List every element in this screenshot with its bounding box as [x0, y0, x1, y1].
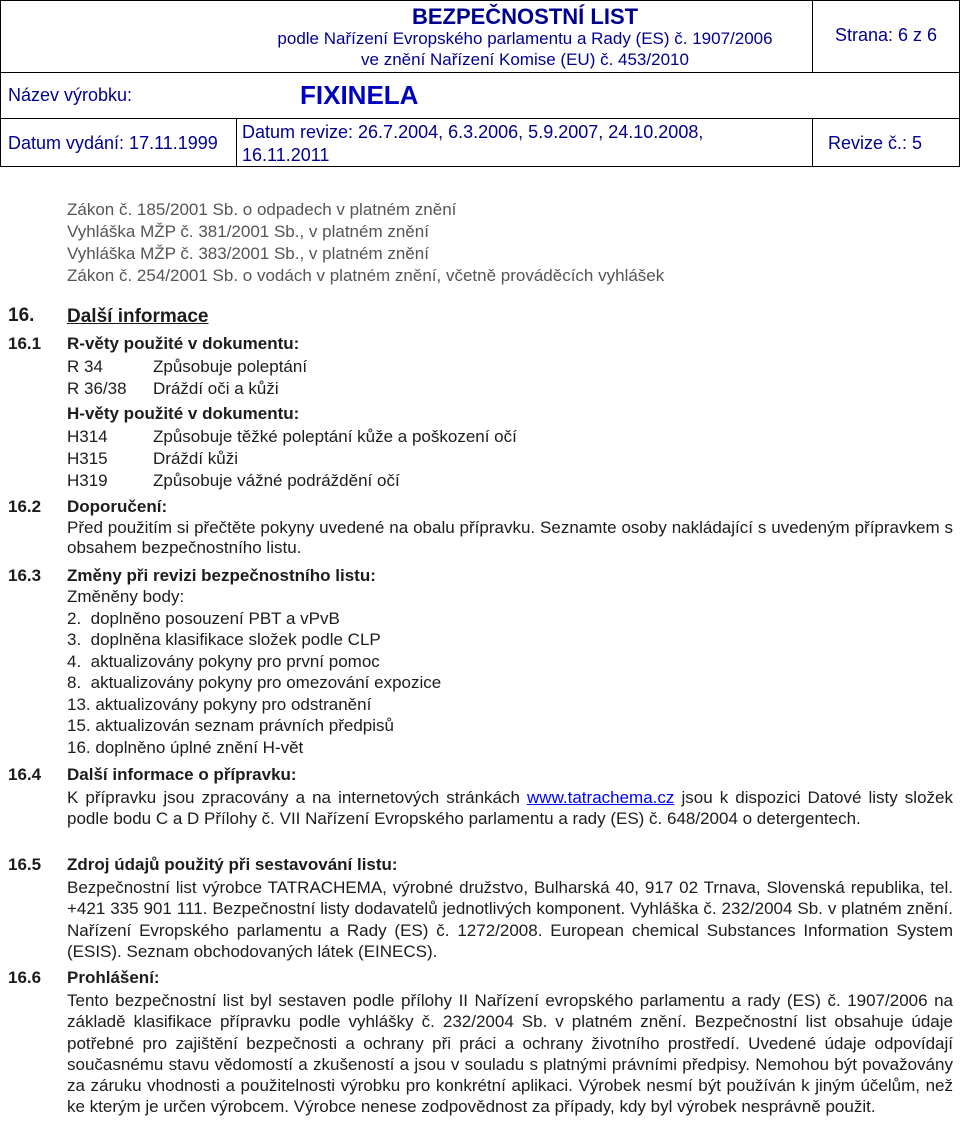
- change-item: 3. doplněna klasifikace složek podle CLP: [67, 630, 381, 649]
- section-16-1-number: 16.1: [8, 334, 42, 353]
- issue-date: Datum vydání: 17.11.1999: [8, 133, 218, 153]
- h-phrase: H314 Způsobuje těžké poleptání kůže a poškození očí: [67, 427, 517, 446]
- h-phrase: H315 Dráždí kůži: [67, 449, 239, 468]
- revision-dates-line-1: Datum revize: 26.7.2004, 6.3.2006, 5.9.2007, 24.10.2008,: [242, 122, 704, 142]
- section-16-2-text: Před použitím si přečtěte pokyny uvedené na obalu přípravku. Seznamte osoby nakládající s uvedeným přípravkem s obsahem bezpečnostního listu.: [67, 518, 953, 557]
- section-16-4-number: 16.4: [8, 765, 42, 784]
- r-phrase: R 36/38 Dráždí oči a kůži: [67, 379, 279, 398]
- change-item: 16. doplněno úplné znění H-vět: [67, 738, 304, 757]
- h-phrases-title: H-věty použité v dokumentu:: [67, 404, 300, 423]
- changes-intro: Změněny body:: [67, 587, 185, 606]
- section-16-6-number: 16.6: [8, 968, 42, 987]
- section-16-6-text: Tento bezpečnostní list byl sestaven podle přílohy II Nařízení evropského parlamentu a rady (ES) č. 1907/2006 na základě klasifikace přípravku podle vyhlášky č. 232/2004 Sb. v platném znění. Bezpečnostní list obsahuje údaje potřebné pro zajištění bezpečnosti a ochrany při práci a ochrany životního prostředí. Uvedené údaje odpovídají současnému stavu vědomostí a zkušeností a jsou v souladu s platnými právními předpisy. Nemohou být považovány za záruku vhodnosti a použitelnosti výrobku pro konkrétní aplikaci. Výrobek nesmí být používán k jiným účelům, než ke kterým je určen výrobcem. Výrobce nenese zodpovědnost za případy, kdy byl výrobek nesprávně použit.: [67, 991, 953, 1117]
- section-16-4-text: K přípravku jsou zpracovány a na internetových stránkách www.tatrachema.cz jsou k dispozici Datové listy složek podle bodu C a D Přílohy č. VII Nařízení Evropského parlamentu a rady (ES) č. 648/2004 o detergentech.: [67, 788, 953, 829]
- section-16-title: Další informace: [67, 306, 209, 327]
- section-16-number: 16.: [8, 305, 35, 326]
- r-phrase: R 34 Způsobuje poleptání: [67, 357, 308, 376]
- page-number: Strana: 6 z 6: [834, 25, 938, 45]
- section-16-2-title: Doporučení:: [67, 497, 168, 516]
- revision-dates-line-2: 16.11.2011: [242, 145, 330, 165]
- product-label: Název výrobku:: [8, 85, 133, 105]
- section-16-5-number: 16.5: [8, 855, 42, 874]
- r-phrases-title: R-věty použité v dokumentu:: [67, 334, 300, 353]
- legislation-item: Vyhláška MŽP č. 381/2001 Sb., v platném znění: [67, 222, 429, 241]
- section-16-3-title: Změny při revizi bezpečnostního listu:: [67, 566, 376, 585]
- header-top-rule: [0, 0, 960, 1]
- change-item: 15. aktualizován seznam právních předpisů: [67, 716, 394, 735]
- revision-number: Revize č.: 5: [828, 133, 923, 153]
- change-item: 4. aktualizovány pokyny pro první pomoc: [67, 652, 380, 671]
- document-title: BEZPEČNOSTNÍ LIST: [411, 4, 639, 29]
- header-row-rule-2: [0, 118, 960, 119]
- section-16-3-number: 16.3: [8, 566, 42, 585]
- header-left-border: [0, 0, 1, 166]
- legislation-item: Zákon č. 254/2001 Sb. o vodách v platném znění, včetně prováděcích vyhlášek: [67, 266, 665, 285]
- section-16-2-number: 16.2: [8, 497, 42, 516]
- product-name: FIXINELA: [300, 80, 419, 110]
- regulation-line-2: ve znění Nařízení Komise (EU) č. 453/2010: [361, 50, 689, 69]
- section-16-6-title: Prohlášení:: [67, 968, 160, 987]
- regulation-line-1: podle Nařízení Evropského parlamentu a Rady (ES) č. 1907/2006: [277, 29, 773, 48]
- header-divider-issue: [236, 118, 237, 166]
- tatrachema-link[interactable]: www.tatrachema.cz: [527, 788, 675, 807]
- document-header: [0, 0, 960, 166]
- document-body: [0, 166, 960, 1143]
- change-item: 2. doplněno posouzení PBT a vPvB: [67, 609, 340, 628]
- section-16-5-text: Bezpečnostní list výrobce TATRACHEMA, výrobné družstvo, Bulharská 40, 917 02 Trnava, Slovenská republika, tel. +421 335 901 111. Bezpečnostní listy dodavatelů jednotlivých komponent. Vyhláška č. 232/2004 Sb. v platném znění. Nařízení Evropského parlamentu a Rady (ES) č. 1272/2008. European chemical Substances Information System (ESIS). Seznam obchodovaných látek (EINECS).: [67, 878, 953, 961]
- change-item: 13. aktualizovány pokyny pro odstranění: [67, 695, 372, 714]
- h-phrase: H319 Způsobuje vážné podráždění očí: [67, 471, 400, 490]
- legislation-item: Vyhláška MŽP č. 383/2001 Sb., v platném znění: [67, 244, 429, 263]
- section-16-4-title: Další informace o přípravku:: [67, 765, 297, 784]
- legislation-item: Zákon č. 185/2001 Sb. o odpadech v platném znění: [67, 200, 457, 219]
- header-divider-revision: [812, 118, 813, 166]
- change-item: 8. aktualizovány pokyny pro omezování expozice: [67, 673, 442, 692]
- header-row-rule-1: [0, 72, 960, 73]
- section-16-5-title: Zdroj údajů použitý při sestavování listu:: [67, 855, 398, 874]
